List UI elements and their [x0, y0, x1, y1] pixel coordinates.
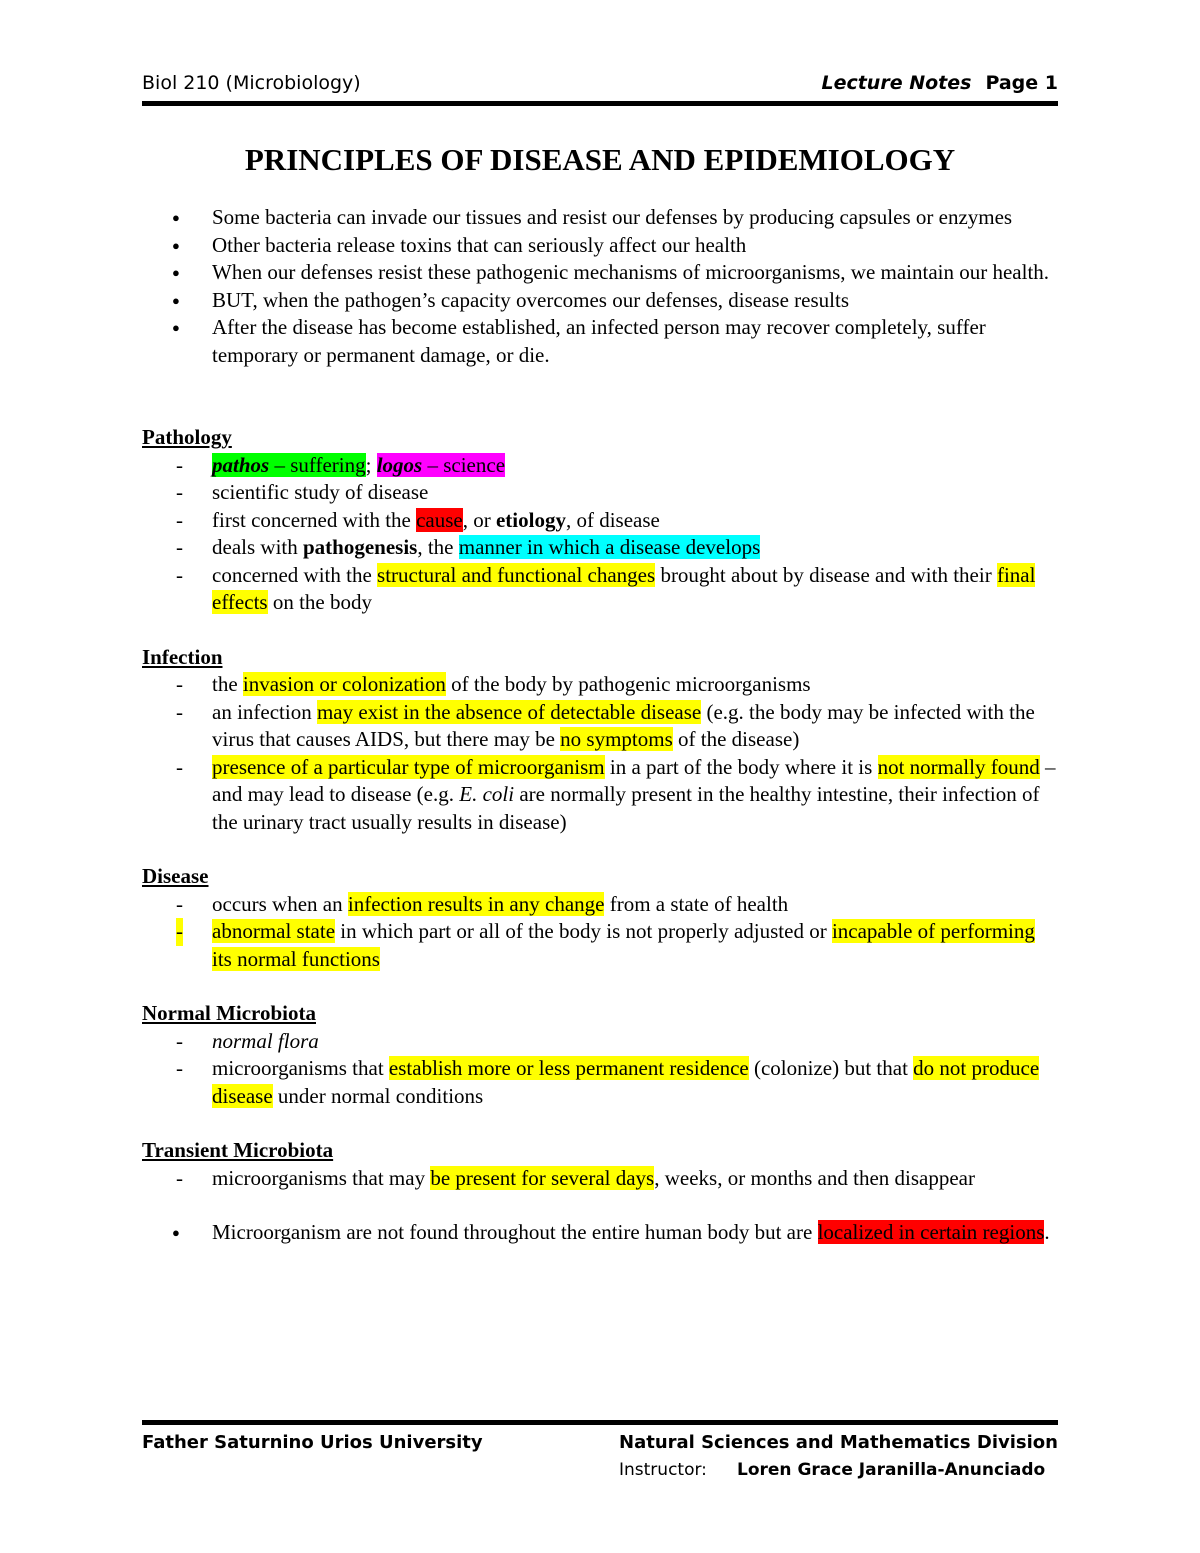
- text: in a part of the body where it is: [604, 754, 878, 779]
- document-body: [142, 204, 1058, 1247]
- doc-type: Lecture Notes: [821, 72, 972, 94]
- highlight-green: pathos: [212, 452, 270, 477]
- highlight-yellow: invasion or colonization: [242, 672, 446, 696]
- section-pathology: [142, 424, 1058, 617]
- text: on the body: [267, 590, 372, 614]
- section-transient-microbiota: [142, 1137, 1058, 1192]
- list-item: - concerned with the structural and functional changes brought about by disease and with their final effects on the body: [176, 562, 1036, 614]
- normal-list: [142, 1028, 1058, 1111]
- section-normal-microbiota: [142, 1000, 1058, 1110]
- list-item: - normal flora: [176, 1028, 319, 1053]
- text: concerned with the: [212, 562, 378, 587]
- footer-rule: [142, 1420, 1058, 1425]
- list-item: ● Other bacteria release toxins that can seriously affect our health: [142, 232, 1058, 260]
- text: under normal conditions: [272, 1083, 484, 1108]
- text: , of disease: [565, 507, 660, 532]
- text: .: [1044, 1220, 1050, 1244]
- header-right: [821, 72, 1058, 94]
- text: (e.g. the body may be infected with the virus that causes AIDS, but there may be: [212, 699, 1035, 751]
- page-number: Page 1: [985, 72, 1058, 94]
- list-item: - occurs when an infection results in any change from a state of health: [176, 891, 789, 916]
- instructor-name: Loren Grace Jaranilla-Anunciado: [737, 1460, 1046, 1480]
- text: [371, 453, 376, 477]
- list-item: - abnormal state in which part or all of the body is not properly adjusted or incapable of performing its normal functions: [176, 919, 1035, 971]
- highlight-yellow: do not produce disease: [212, 1056, 1040, 1108]
- header-rule: [142, 101, 1058, 106]
- section-heading: Pathology: [142, 425, 232, 449]
- list-item: - the invasion or colonization of the body by pathogenic microorganisms: [176, 672, 811, 696]
- text: brought about by disease and with their: [655, 562, 997, 587]
- text: , the: [417, 535, 459, 559]
- section-heading: Disease: [142, 864, 209, 888]
- list-item: [142, 1219, 1058, 1247]
- list-item: - an infection may exist in the absence of detectable disease (e.g. the body may be infected with the virus that causes AIDS, but there may be no symptoms of the disease): [176, 699, 1035, 751]
- course-title: Biol 210 (Microbiology): [142, 72, 361, 94]
- text: of the disease): [672, 727, 800, 751]
- italic-term: normal flora: [212, 1028, 319, 1053]
- text: of the body by pathogenic microorganisms: [445, 672, 811, 696]
- list-item: - first concerned with the cause, or etiology, of disease: [176, 507, 660, 532]
- infection-list: [142, 671, 1058, 836]
- highlight-yellow: not normally found: [877, 754, 1040, 779]
- bold-term: pathogenesis: [302, 535, 418, 559]
- highlight-red: localized in certain regions: [817, 1220, 1045, 1244]
- section-heading: Infection: [142, 644, 223, 669]
- highlight-green: – suffering: [269, 452, 366, 477]
- text: first concerned with the: [212, 507, 417, 532]
- highlight-yellow: presence of a particular type of microorganism: [212, 754, 605, 779]
- highlight-yellow: infection results in any change: [347, 891, 605, 916]
- list-item: - scientific study of disease: [176, 480, 429, 504]
- section-heading: Normal Microbiota: [142, 1001, 316, 1025]
- intro-list: [142, 204, 1058, 369]
- text: scientific study of disease: [212, 480, 429, 504]
- section-disease: [142, 863, 1058, 973]
- closing-list: [142, 1219, 1058, 1247]
- highlight-yellow: be present for several days: [430, 1165, 655, 1190]
- text: occurs when an: [212, 891, 348, 916]
- text: are normally present in the healthy intestine, their infection of the urinary tract usually results in disease): [212, 782, 1040, 834]
- italic-term: E. coli: [459, 782, 515, 806]
- text: from a state of health: [604, 891, 789, 916]
- text: in which part or all of the body is not properly adjusted or: [335, 919, 832, 943]
- section-heading: Transient Microbiota: [142, 1138, 334, 1162]
- highlight-yellow: final effects: [212, 562, 1036, 614]
- text: (colonize) but that: [748, 1056, 914, 1080]
- instructor-label: Instructor:: [619, 1460, 707, 1480]
- text: an infection: [212, 699, 317, 724]
- list-item: - microorganisms that establish more or less permanent residence (colonize) but that do not produce disease under normal conditions: [176, 1056, 1040, 1108]
- bold-term: etiology: [495, 507, 566, 532]
- highlight-yellow: no symptoms: [560, 727, 673, 751]
- list-item: - presence of a particular type of microorganism in a part of the body where it is not normally found – and may lead to disease (e.g. E. coli are normally present in the healthy intestine, their infection of the urinary tract usually results in disease): [176, 754, 1056, 834]
- disease-list: [142, 891, 1058, 974]
- list-item: ● Some bacteria can invade our tissues and resist our defenses by producing capsules or enzymes: [142, 204, 1058, 232]
- document-title: PRINCIPLES OF DISEASE AND EPIDEMIOLOGY: [244, 142, 956, 177]
- section-infection: [142, 644, 1058, 837]
- text: , or: [462, 507, 496, 532]
- highlight-yellow: incapable of performing its normal functions: [212, 919, 1035, 971]
- list-item: - microorganisms that may be present for several days, weeks, or months and then disappear: [176, 1165, 975, 1190]
- text: deals with: [212, 535, 303, 559]
- instructor-line: [619, 1460, 1045, 1480]
- highlight-magenta: – science: [422, 452, 506, 477]
- division-name: Natural Sciences and Mathematics Division: [619, 1432, 1058, 1453]
- university-name: Father Saturnino Urios University: [142, 1432, 483, 1453]
- list-item: - deals with pathogenesis, the manner in which a disease develops: [176, 535, 761, 559]
- text: ;: [365, 452, 372, 477]
- highlight-red: cause: [416, 507, 463, 532]
- transient-list: [142, 1165, 1058, 1193]
- highlight-yellow: establish more or less permanent residence: [388, 1056, 749, 1080]
- list-item: ● When our defenses resist these pathogenic mechanisms of microorganisms, we maintain our health.: [142, 259, 1058, 287]
- list-item: ● After the disease has become established, an infected person may recover completely, suffer temporary or permanent damage, or die.: [142, 314, 1058, 369]
- pathology-list: [142, 452, 1058, 617]
- text: – and may lead to disease (e.g.: [212, 754, 1056, 806]
- text: the: [212, 672, 243, 696]
- highlight-yellow: abnormal state: [212, 919, 336, 943]
- highlight-yellow: may exist in the absence of detectable disease: [316, 699, 702, 724]
- text: , weeks, or months and then disappear: [654, 1165, 975, 1190]
- list-item: - pathos – suffering; logos – science: [176, 452, 506, 477]
- text: Microorganism are not found throughout the entire human body but are: [212, 1220, 818, 1244]
- highlight-magenta: logos: [376, 452, 423, 477]
- text: microorganisms that: [212, 1056, 389, 1080]
- highlight-yellow: structural and functional changes: [377, 562, 656, 587]
- text: microorganisms that may: [212, 1165, 431, 1190]
- list-item: ● BUT, when the pathogen’s capacity overcomes our defenses, disease results: [142, 287, 1058, 315]
- page-header: [142, 70, 1058, 102]
- highlight-cyan: manner in which a disease develops: [458, 535, 761, 559]
